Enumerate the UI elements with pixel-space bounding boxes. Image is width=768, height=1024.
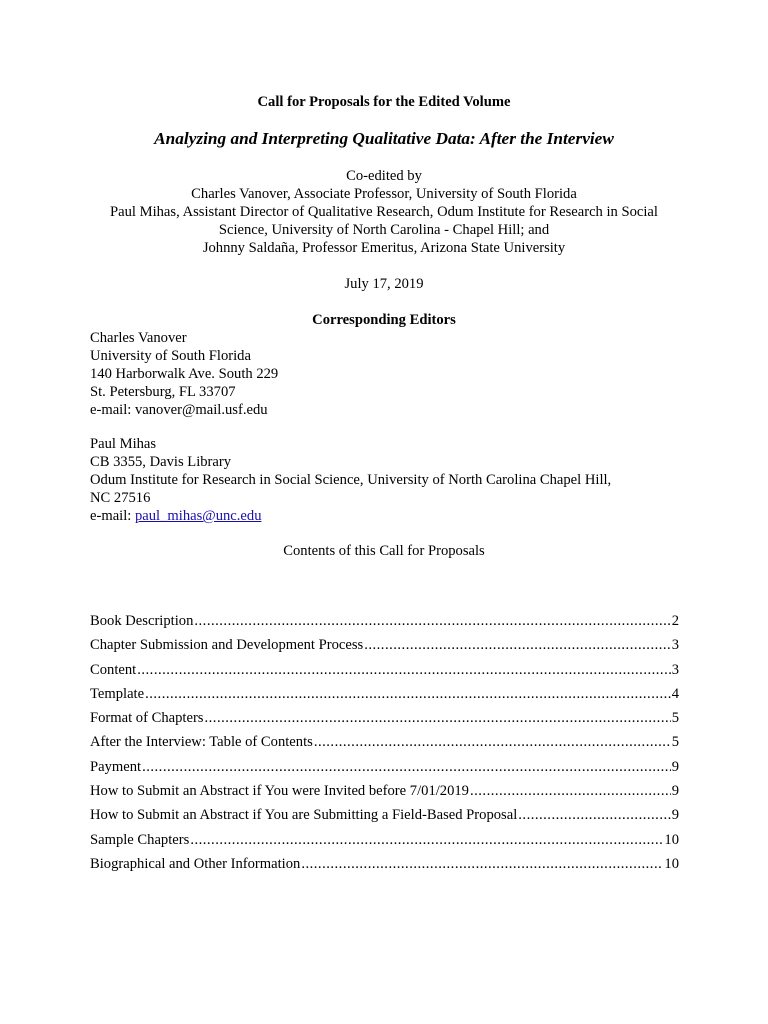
- toc-item-page: 2: [671, 613, 679, 629]
- toc-heading: Contents of this Call for Proposals: [283, 543, 485, 559]
- toc-item-page: 9: [671, 807, 679, 824]
- toc-item-page: 3: [671, 637, 679, 654]
- coedited-by: Co-edited by: [346, 168, 422, 184]
- toc-leader-dots: [364, 636, 671, 654]
- toc-item-page: 4: [671, 685, 679, 702]
- toc-item[interactable]: [90, 806, 679, 830]
- toc-item-page: 10: [664, 855, 679, 872]
- toc-leader-dots: [142, 758, 671, 776]
- toc-item[interactable]: [90, 855, 679, 879]
- toc-item-title: Book Description: [90, 613, 194, 629]
- toc-item[interactable]: [90, 831, 679, 855]
- toc-item-title: Sample Chapters: [90, 831, 190, 848]
- toc-leader-dots: [301, 855, 663, 873]
- email-line: [90, 507, 690, 525]
- toc-item-page: 9: [671, 783, 679, 800]
- toc-item[interactable]: [90, 733, 679, 757]
- toc-item-page: 9: [671, 758, 679, 775]
- toc-item-title: Chapter Submission and Development Process: [90, 637, 364, 654]
- toc-item-title: Biographical and Other Information: [90, 855, 301, 872]
- document-date: July 17, 2019: [344, 276, 424, 292]
- corresponding-editor-2: [90, 435, 690, 525]
- email-link[interactable]: paul_mihas@unc.edu: [134, 508, 262, 524]
- address-line: 140 Harborwalk Ave. South 229: [90, 366, 279, 382]
- toc-item[interactable]: [90, 782, 679, 806]
- toc-item[interactable]: [90, 612, 679, 636]
- toc-item[interactable]: [90, 758, 679, 782]
- toc-item-title: Content: [90, 661, 137, 678]
- toc-leader-dots: [194, 612, 670, 630]
- toc-item-page: 5: [671, 734, 679, 751]
- corresponding-editor-1: [90, 329, 690, 419]
- toc-item-title: Template: [90, 685, 145, 702]
- toc-item-title: After the Interview: Table of Contents: [90, 734, 313, 751]
- toc-item[interactable]: [90, 685, 679, 709]
- toc-item-title: Payment: [90, 758, 142, 775]
- toc-item-title: Format of Chapters: [90, 710, 204, 727]
- toc-item-page: 10: [664, 831, 679, 848]
- toc-leader-dots: [314, 733, 671, 751]
- toc-leader-dots: [190, 831, 663, 849]
- email-line: e-mail: vanover@mail.usf.edu: [90, 402, 268, 418]
- toc-item[interactable]: [90, 636, 679, 660]
- toc-item-title: How to Submit an Abstract if You were Invited before 7/01/2019: [90, 783, 469, 800]
- book-title: Analyzing and Interpreting Qualitative Data: After the Interview: [154, 129, 614, 148]
- editor-line: Johnny Saldaña, Professor Emeritus, Arizona State University: [202, 240, 566, 256]
- address-line: NC 27516: [90, 490, 151, 506]
- toc-item[interactable]: [90, 709, 679, 733]
- address-line: St. Petersburg, FL 33707: [90, 384, 236, 400]
- toc-item[interactable]: [90, 661, 679, 685]
- toc-leader-dots: [205, 709, 671, 727]
- address-line: CB 3355, Davis Library: [90, 454, 232, 470]
- corresponding-editors-heading: Corresponding Editors: [312, 312, 456, 328]
- editor-line: Charles Vanover, Associate Professor, University of South Florida: [191, 186, 577, 202]
- toc-leader-dots: [518, 806, 670, 824]
- toc-item-title: How to Submit an Abstract if You are Submitting a Field-Based Proposal: [90, 807, 518, 824]
- address-line: Odum Institute for Research in Social Science, University of North Carolina Chapel Hill,: [90, 472, 612, 488]
- toc-item-page: 3: [671, 661, 679, 678]
- toc-item-page: 5: [671, 710, 679, 727]
- editor-line: Paul Mihas, Assistant Director of Qualitative Research, Odum Institute for Research in Social: [110, 204, 658, 220]
- toc-leader-dots: [137, 661, 670, 679]
- address-line: Charles Vanover: [90, 330, 187, 346]
- email-label: e-mail:: [90, 508, 135, 524]
- editor-line: Science, University of North Carolina - Chapel Hill; and: [218, 222, 550, 238]
- toc-leader-dots: [145, 685, 671, 703]
- address-line: Paul Mihas: [90, 436, 157, 452]
- table-of-contents: [90, 612, 679, 879]
- address-line: University of South Florida: [90, 348, 251, 364]
- call-title: Call for Proposals for the Edited Volume: [257, 94, 511, 110]
- toc-leader-dots: [470, 782, 671, 800]
